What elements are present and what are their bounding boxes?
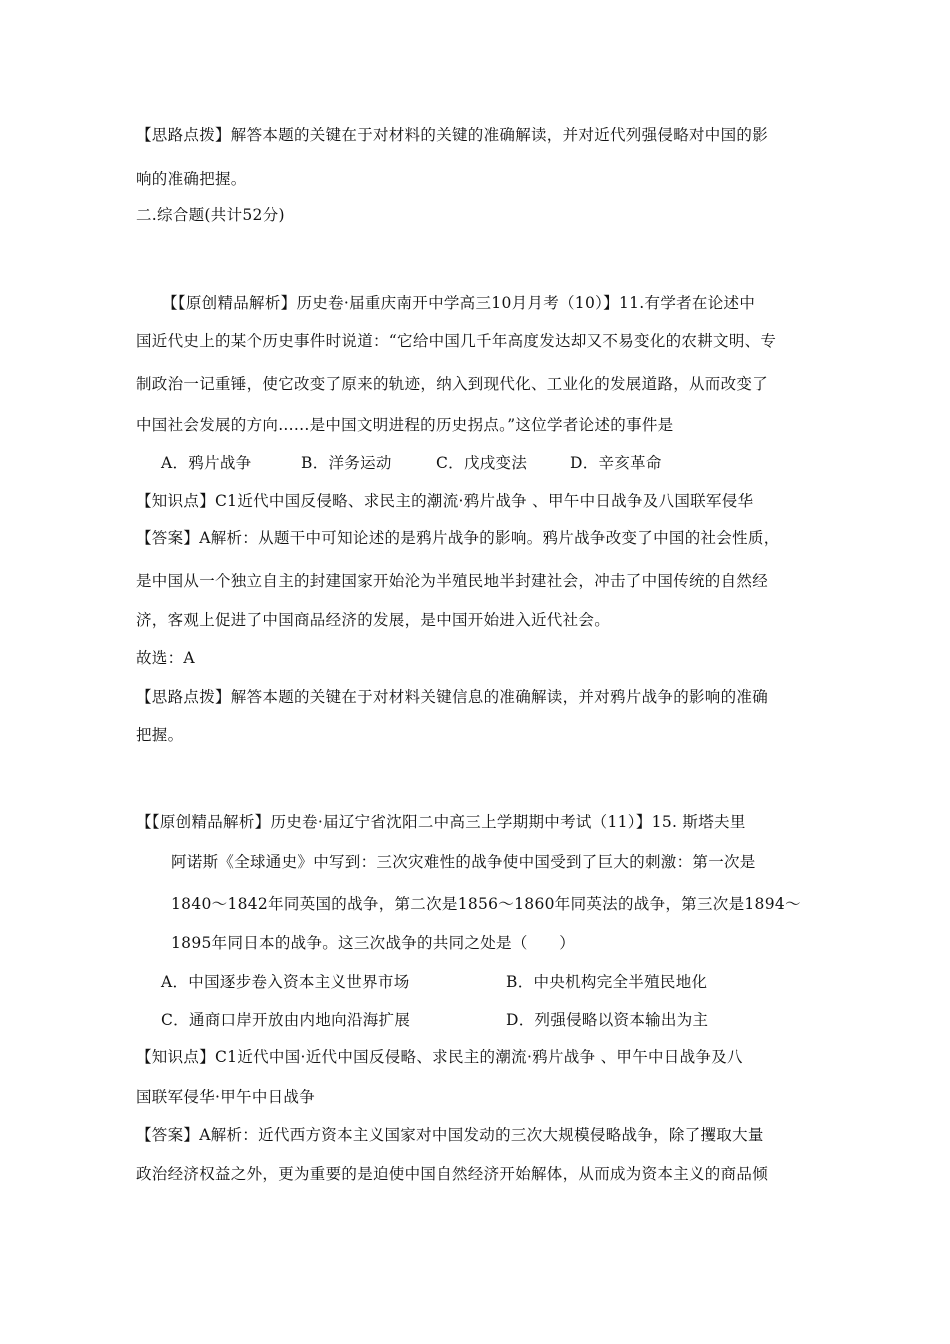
question-stem-line: 【【原创精品解析】历史卷·届辽宁省沈阳二中高三上学期期中考试（11）】15. 斯塔夫里 xyxy=(136,813,746,831)
knowledge-point: 国联军侵华·甲午中日战争 xyxy=(136,1088,316,1106)
question-stem-line: 制政治一记重锤，使它改变了原来的轨迹，纳入到现代化、工业化的发展道路，从而改变了 xyxy=(136,375,769,393)
question-stem-line: 1840～1842年同英国的战争，第二次是1856～1860年同英法的战争，第三次是1894～ xyxy=(171,895,801,913)
hint-paragraph-line: 把握。 xyxy=(136,726,184,744)
hint-paragraph-line: 【思路点拨】解答本题的关键在于对材料的关键的准确解读，并对近代列强侵略对中国的影 xyxy=(136,126,769,144)
knowledge-point: 【知识点】C1近代中国反侵略、求民主的潮流·鸦片战争 、甲午中日战争及八国联军侵华 xyxy=(136,492,754,510)
option-a: A．鸦片战争 xyxy=(161,454,252,472)
knowledge-point: 【知识点】C1近代中国·近代中国反侵略、求民主的潮流·鸦片战争 、甲午中日战争及八 xyxy=(136,1048,743,1066)
option-b: B．中央机构完全半殖民地化 xyxy=(506,973,708,991)
answer-line: 【答案】A解析：从题干中可知论述的是鸦片战争的影响。鸦片战争改变了中国的社会性质， xyxy=(136,529,780,547)
option-b: B．洋务运动 xyxy=(301,454,392,472)
answer-line: 【答案】A解析：近代西方资本主义国家对中国发动的三次大规模侵略战争，除了攫取大量 xyxy=(136,1126,764,1144)
question-stem-line: 阿诺斯《全球通史》中写到：三次灾难性的战争使中国受到了巨大的刺激：第一次是 xyxy=(171,853,756,871)
answer-line: 是中国从一个独立自主的封建国家开始沦为半殖民地半封建社会，冲击了中国传统的自然经 xyxy=(136,572,769,590)
question-stem-line: 国近代史上的某个历史事件时说道：“它给中国几千年高度发达却又不易变化的农耕文明、专 xyxy=(136,332,777,350)
option-c: C．戊戌变法 xyxy=(436,454,528,472)
question-stem-line: 1895年同日本的战争。这三次战争的共同之处是（ ） xyxy=(171,934,576,952)
section-heading: 二.综合题(共计52分) xyxy=(136,206,285,224)
option-d: D．列强侵略以资本输出为主 xyxy=(506,1011,709,1029)
question-stem-line: 中国社会发展的方向......是中国文明进程的历史拐点。”这位学者论述的事件是 xyxy=(136,416,674,434)
question-stem-line: 【【原创精品解析】历史卷·届重庆南开中学高三10月月考（10）】11.有学者在论述中 xyxy=(162,294,756,312)
answer-line: 济，客观上促进了中国商品经济的发展，是中国开始进入近代社会。 xyxy=(136,611,611,629)
choice-line: 故选：A xyxy=(136,649,195,667)
option-d: D．辛亥革命 xyxy=(570,454,662,472)
option-a: A．中国逐步卷入资本主义世界市场 xyxy=(161,973,410,991)
hint-paragraph-line: 响的准确把握。 xyxy=(136,170,247,188)
hint-paragraph-line: 【思路点拨】解答本题的关键在于对材料关键信息的准确解读，并对鸦片战争的影响的准确 xyxy=(136,688,769,706)
option-c: C．通商口岸开放由内地向沿海扩展 xyxy=(161,1011,411,1029)
answer-line: 政治经济权益之外，更为重要的是迫使中国自然经济开始解体，从而成为资本主义的商品倾 xyxy=(136,1165,769,1183)
